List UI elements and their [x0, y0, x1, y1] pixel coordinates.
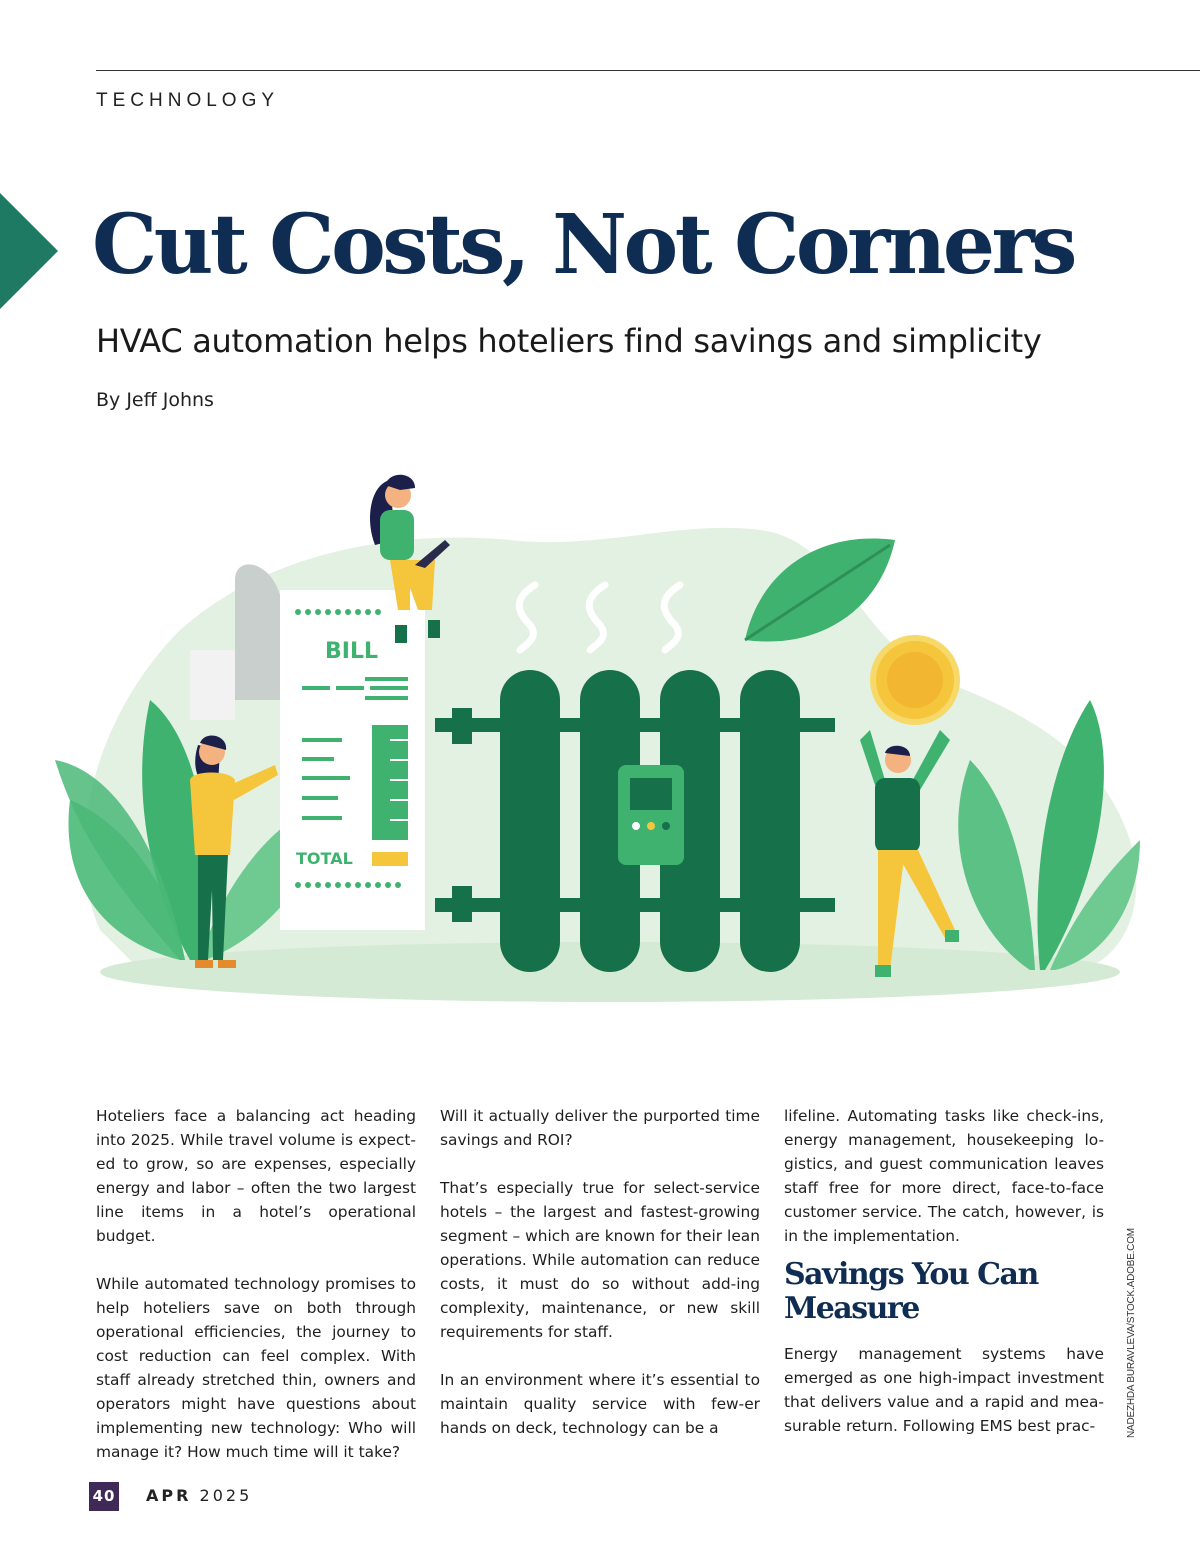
article-column-1 — [96, 1104, 416, 1488]
article-column-2 — [440, 1104, 760, 1464]
photo-credit — [1122, 1228, 1142, 1440]
section-subhead: Savings You Can Measure — [784, 1257, 1038, 1326]
byline: By Jeff Johns — [96, 389, 214, 411]
bill-total-label: TOTAL — [296, 849, 353, 868]
photo-credit-text: NADEZHDA BURAVLEVA/STOCK.ADOBE.COM — [1126, 1228, 1137, 1438]
paragraph: That’s especially true for select-service hotels – the largest and fastest-growing segment – which are known for their lean operations. While automation can reduce costs, it must do so without add-ing complexity, maintenance, or new skill requirements for staff. — [440, 1179, 760, 1341]
issue-date — [146, 1486, 252, 1505]
article-column-3 — [784, 1104, 1104, 1462]
paragraph: In an environment where it’s essential to maintain quality service with few-er hands on deck, technology can be a — [440, 1371, 760, 1437]
bill-title: BILL — [325, 639, 378, 664]
paragraph: Will it actually deliver the purported time savings and ROI? — [440, 1107, 760, 1149]
section-label: TECHNOLOGY — [96, 90, 280, 111]
thermostat-icon — [618, 765, 684, 865]
issue-year: 2025 — [199, 1486, 253, 1505]
paragraph: While automated technology promises to help hoteliers save on both through operational efficiencies, the journey to cost reduction can feel complex. With staff already stretched thin, owners and operators might have questions about implementing new technology: Who will manage it? How much time will it take? — [96, 1275, 416, 1461]
paragraph: Energy management systems have emerged as one high-impact investment that delivers value and a rapid and mea-surable return. Following EMS best prac- — [784, 1345, 1104, 1435]
hvac-illustration — [40, 460, 1160, 1020]
section-arrow-marker — [0, 193, 58, 309]
article-title: Cut Costs, Not Corners — [92, 197, 1074, 293]
paragraph: Hoteliers face a balancing act heading into 2025. While travel volume is expect-ed to grow, so are expenses, especially energy and labor – often the two largest line items in a hotel’s operational budget. — [96, 1107, 416, 1245]
top-rule — [96, 70, 1200, 71]
paragraph: lifeline. Automating tasks like check-ins, energy management, housekeeping lo-gistics, and guest communication leaves staff free for more direct, face-to-face customer service. The catch, however, is in the implementation. — [784, 1107, 1104, 1245]
article-dek: HVAC automation helps hoteliers find savings and simplicity — [96, 322, 1042, 360]
page-number: 40 — [89, 1482, 119, 1511]
issue-month: APR — [146, 1486, 192, 1505]
